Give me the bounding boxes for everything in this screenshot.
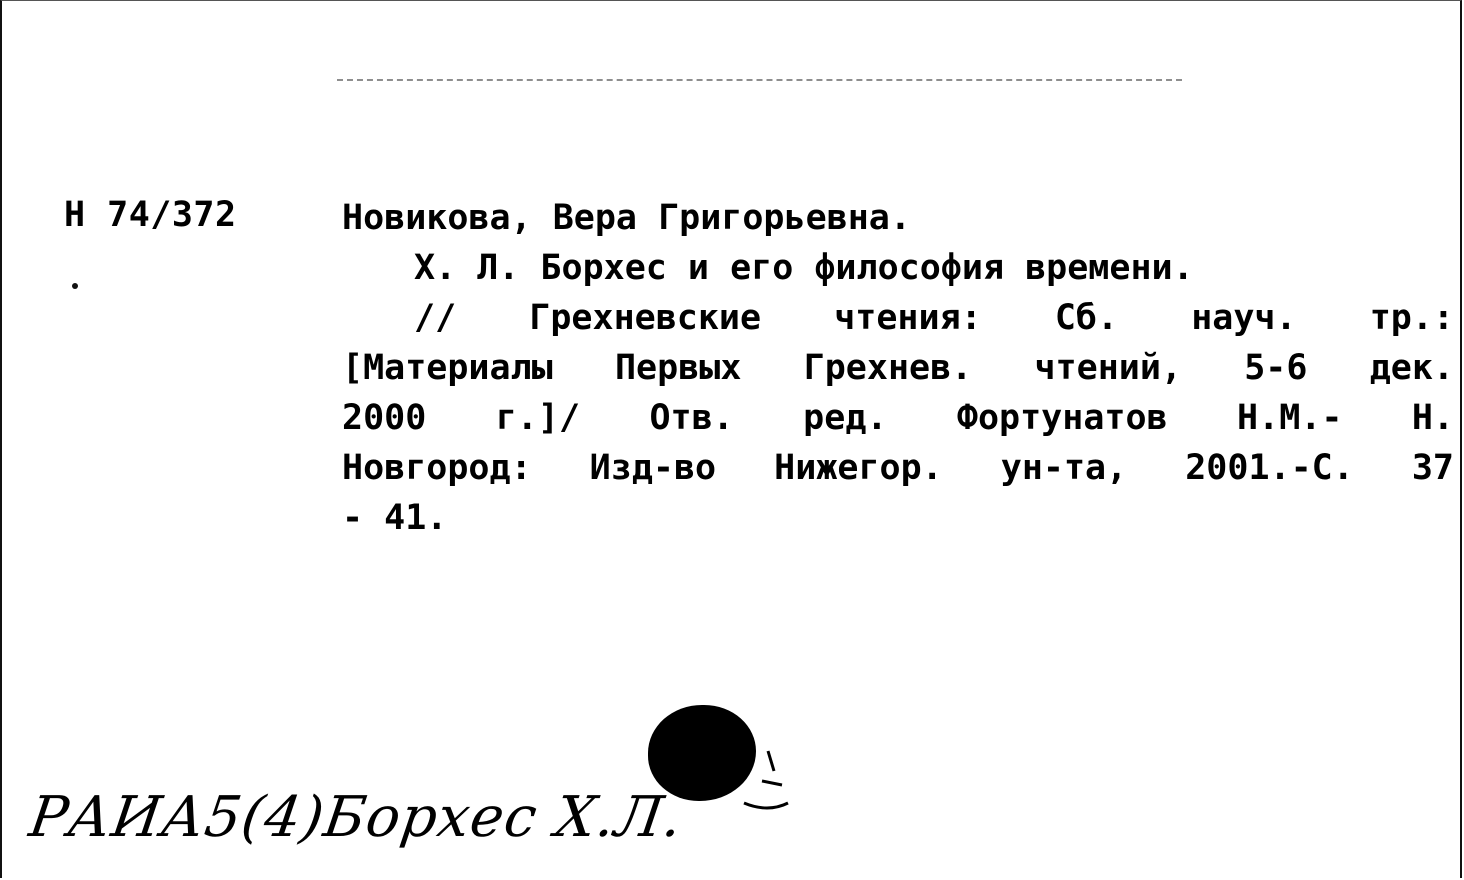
title-line: Х. Л. Борхес и его философия времени. [414, 248, 1194, 288]
source-line-3: 2000 г.]/ Отв. ред. Фортунатов Н.М.- Н. [342, 398, 1454, 438]
bibliographic-entry [342, 193, 1454, 543]
hole-mark [738, 741, 798, 821]
handwritten-classification: РАИА5(4)Борхес Х.Л. [25, 785, 687, 850]
margin-dot [72, 283, 78, 289]
source-line-5: - 41. [342, 498, 448, 538]
source-line-2: [Материалы Первых Грехнев. чтений, 5-6 дек. [342, 348, 1454, 388]
author-heading: Новикова, Вера Григорьевна. [342, 198, 911, 238]
shelfmark: Н 74/372 [64, 195, 237, 235]
source-line-1: // Грехневские чтения: Сб. науч. тр.: [414, 298, 1454, 338]
source-line-4: Новгород: Изд-во Нижегор. ун-та, 2001.-С. 37 [342, 448, 1454, 488]
top-rule [337, 79, 1182, 81]
